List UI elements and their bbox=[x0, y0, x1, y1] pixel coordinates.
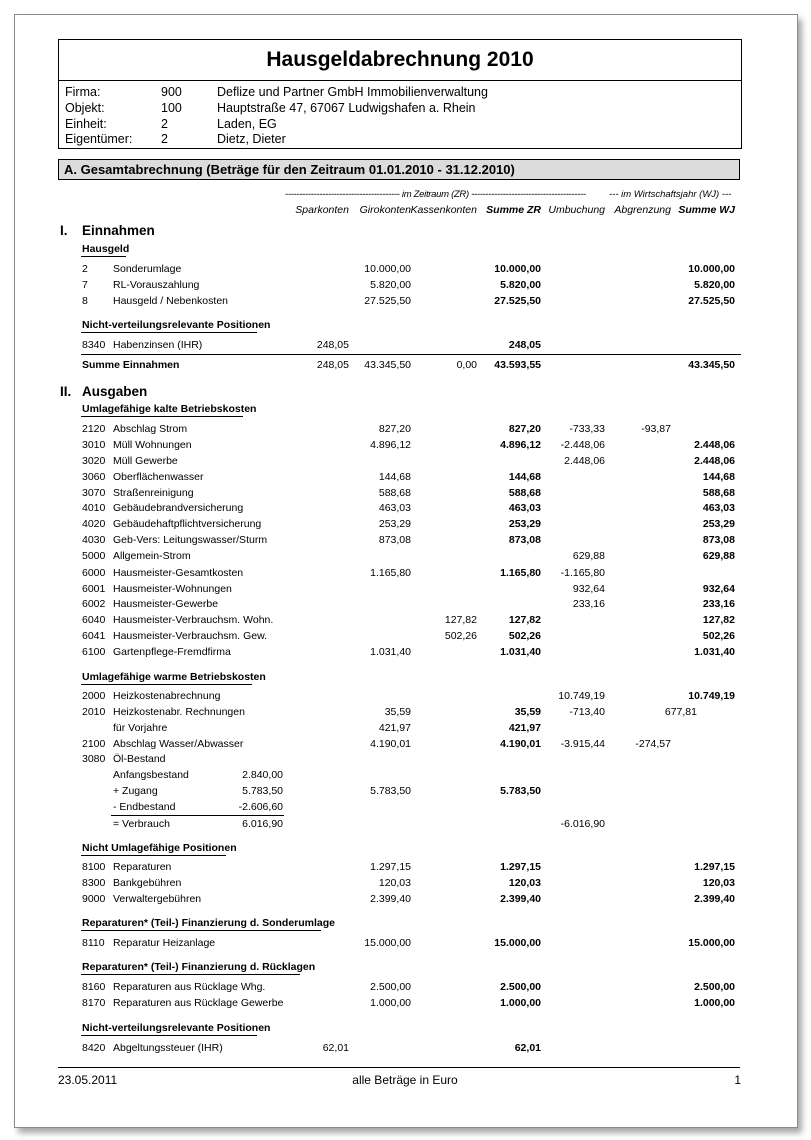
row-umbuchung: 233,16 bbox=[572, 598, 605, 610]
row-label: Reparaturen bbox=[113, 861, 172, 873]
document-title: Hausgeldabrechnung 2010 bbox=[266, 48, 534, 71]
row-summe-zr: 873,08 bbox=[508, 534, 541, 546]
row-girokonten: 873,08 bbox=[378, 534, 411, 546]
group-underline bbox=[81, 256, 126, 257]
wj-caption: --- im Wirtschaftsjahr (WJ) --- bbox=[609, 189, 732, 200]
row-summe-wj: 10.749,19 bbox=[688, 690, 735, 702]
col-girokonten: Girokonten bbox=[359, 204, 411, 216]
info-value-einheit: Laden, EG bbox=[217, 117, 277, 131]
info-label-einheit: Einheit: bbox=[65, 117, 107, 131]
row-girokonten: 588,68 bbox=[378, 487, 411, 499]
row-summe-zr: 248,05 bbox=[508, 339, 541, 351]
row-summe-zr: 15.000,00 bbox=[494, 937, 541, 949]
row-account: 6100 bbox=[82, 646, 106, 658]
row-summe-wj: 127,82 bbox=[702, 614, 735, 626]
row-summe-zr: 1.000,00 bbox=[500, 997, 541, 1009]
row-abgrenzung: -274,57 bbox=[635, 738, 671, 750]
row-account: 8300 bbox=[82, 877, 106, 889]
row-summe-wj: 233,16 bbox=[702, 598, 735, 610]
row-account: 6040 bbox=[82, 614, 106, 626]
row-account: 5000 bbox=[82, 550, 106, 562]
header-separator bbox=[59, 80, 741, 81]
row-account: 8110 bbox=[82, 937, 105, 949]
group-underline bbox=[81, 416, 243, 417]
row-summe-zr: 588,68 bbox=[508, 487, 541, 499]
footer-separator bbox=[58, 1067, 740, 1068]
row-label: Hausmeister-Verbrauchsm. Wohn. bbox=[113, 614, 274, 626]
row-girokonten: 421,97 bbox=[378, 722, 411, 734]
row-label: Hausmeister-Gewerbe bbox=[113, 598, 219, 610]
row-account: 8160 bbox=[82, 981, 106, 993]
oel-value: -2.606,60 bbox=[238, 801, 283, 813]
row-label: Sonderumlage bbox=[113, 263, 182, 275]
row-summe-zr: 502,26 bbox=[508, 630, 541, 642]
row-account: 4010 bbox=[82, 502, 106, 514]
group-heading-rep-ruecklagen: Reparaturen* (Teil-) Finanzierung d. Rücklagen bbox=[82, 961, 316, 973]
row-girokonten: 5.783,50 bbox=[370, 785, 411, 797]
total-label: Summe Einnahmen bbox=[82, 359, 180, 371]
row-label: Straßenreinigung bbox=[113, 487, 194, 499]
row-summe-zr: 144,68 bbox=[508, 471, 541, 483]
row-label: Verwaltergebühren bbox=[113, 893, 202, 905]
row-summe-wj: 253,29 bbox=[702, 518, 735, 530]
row-account: 3080 bbox=[82, 753, 106, 765]
header-box bbox=[58, 39, 742, 149]
row-account: 7 bbox=[82, 279, 88, 291]
row-girokonten: 15.000,00 bbox=[364, 937, 411, 949]
row-summe-wj: 27.525,50 bbox=[688, 295, 735, 307]
row-girokonten: 1.000,00 bbox=[370, 997, 411, 1009]
einnahmen-heading: Einnahmen bbox=[82, 223, 155, 238]
total-summe-zr: 43.593,55 bbox=[494, 359, 541, 371]
row-summe-wj: 629,88 bbox=[702, 550, 735, 562]
row-girokonten: 2.399,40 bbox=[370, 893, 411, 905]
footer-page-number: 1 bbox=[734, 1073, 741, 1087]
row-label: Öl-Bestand bbox=[113, 753, 166, 765]
row-abgrenzung: 677,81 bbox=[664, 706, 697, 718]
ausgaben-heading: Ausgaben bbox=[82, 384, 148, 399]
row-umbuchung: 10.749,19 bbox=[558, 690, 605, 702]
group-heading-kalt: Umlagefähige kalte Betriebskosten bbox=[82, 403, 257, 415]
row-label: Abschlag Strom bbox=[113, 423, 188, 435]
row-girokonten: 1.031,40 bbox=[370, 646, 411, 658]
row-label: Heizkostenabr. Rechnungen bbox=[113, 706, 245, 718]
row-summe-wj: 120,03 bbox=[702, 877, 735, 889]
row-account: 9000 bbox=[82, 893, 106, 905]
row-summe-zr: 253,29 bbox=[508, 518, 541, 530]
row-umbuchung: -6.016,90 bbox=[560, 818, 605, 830]
info-value-eigentuemer: Dietz, Dieter bbox=[217, 132, 286, 146]
row-label: Bankgebühren bbox=[113, 877, 182, 889]
row-girokonten: 35,59 bbox=[384, 706, 411, 718]
row-summe-wj: 1.297,15 bbox=[694, 861, 735, 873]
row-label: Hausmeister-Verbrauchsm. Gew. bbox=[113, 630, 268, 642]
row-girokonten: 827,20 bbox=[378, 423, 411, 435]
oel-separator bbox=[111, 815, 284, 816]
row-label: Müll Gewerbe bbox=[113, 455, 178, 467]
row-umbuchung: -733,33 bbox=[569, 423, 605, 435]
group-underline bbox=[81, 332, 257, 333]
info-num-eigentuemer: 2 bbox=[161, 132, 168, 146]
ausgaben-number: II. bbox=[60, 384, 72, 399]
info-value-objekt: Hauptstraße 47, 67067 Ludwigshafen a. Rhein bbox=[217, 101, 476, 115]
row-summe-wj: 15.000,00 bbox=[688, 937, 735, 949]
row-summe-wj: 2.448,06 bbox=[694, 439, 735, 451]
row-summe-wj: 5.820,00 bbox=[694, 279, 735, 291]
oel-value: 2.840,00 bbox=[242, 769, 283, 781]
group-underline bbox=[81, 930, 321, 931]
einnahmen-number: I. bbox=[60, 223, 68, 238]
row-label: Gebäudebrandversicherung bbox=[113, 502, 244, 514]
row-summe-zr: 4.896,12 bbox=[500, 439, 541, 451]
row-umbuchung: -1.165,80 bbox=[560, 567, 605, 579]
col-sparkonten: Sparkonten bbox=[295, 204, 349, 216]
row-girokonten: 120,03 bbox=[378, 877, 411, 889]
row-account: 3020 bbox=[82, 455, 106, 467]
row-account: 4030 bbox=[82, 534, 106, 546]
row-girokonten: 1.165,80 bbox=[370, 567, 411, 579]
row-account: 4020 bbox=[82, 518, 106, 530]
row-girokonten: 5.820,00 bbox=[370, 279, 411, 291]
row-label: RL-Vorauszahlung bbox=[113, 279, 200, 291]
row-summe-zr: 5.783,50 bbox=[500, 785, 541, 797]
total-girokonten: 43.345,50 bbox=[364, 359, 411, 371]
row-label: Reparatur Heizanlage bbox=[113, 937, 216, 949]
row-label: für Vorjahre bbox=[113, 722, 168, 734]
row-summe-wj: 1.000,00 bbox=[694, 997, 735, 1009]
row-summe-wj: 144,68 bbox=[702, 471, 735, 483]
row-account: 6000 bbox=[82, 567, 106, 579]
row-label: Reparaturen aus Rücklage Gewerbe bbox=[113, 997, 284, 1009]
group-heading-nicht-verteilungsrelevant: Nicht-verteilungsrelevante Positionen bbox=[82, 319, 271, 331]
row-summe-wj: 2.500,00 bbox=[694, 981, 735, 993]
oel-label: - Endbestand bbox=[113, 801, 176, 813]
group-heading-hausgeld: Hausgeld bbox=[82, 243, 130, 255]
info-num-objekt: 100 bbox=[161, 101, 182, 115]
row-girokonten: 4.896,12 bbox=[370, 439, 411, 451]
row-girokonten: 10.000,00 bbox=[364, 263, 411, 275]
oel-label: = Verbrauch bbox=[113, 818, 170, 830]
total-separator bbox=[81, 354, 741, 355]
row-account: 3060 bbox=[82, 471, 106, 483]
group-heading-rep-sonderumlage: Reparaturen* (Teil-) Finanzierung d. Sonderumlage bbox=[82, 917, 335, 929]
row-summe-wj: 10.000,00 bbox=[688, 263, 735, 275]
row-umbuchung: -2.448,06 bbox=[560, 439, 605, 451]
info-label-eigentuemer: Eigentümer: bbox=[65, 132, 133, 146]
info-value-firma: Deflize und Partner GmbH Immobilienverwaltung bbox=[217, 85, 488, 99]
group-underline bbox=[81, 855, 226, 856]
row-summe-zr: 5.820,00 bbox=[500, 279, 541, 291]
row-label: Müll Wohnungen bbox=[113, 439, 192, 451]
row-umbuchung: 2.448,06 bbox=[564, 455, 605, 467]
row-summe-wj: 502,26 bbox=[702, 630, 735, 642]
row-sparkonten: 62,01 bbox=[322, 1042, 349, 1054]
info-num-einheit: 2 bbox=[161, 117, 168, 131]
row-summe-zr: 27.525,50 bbox=[494, 295, 541, 307]
row-label: Reparaturen aus Rücklage Whg. bbox=[113, 981, 266, 993]
row-kassenkonten: 127,82 bbox=[444, 614, 477, 626]
row-label: Gartenpflege-Fremdfirma bbox=[113, 646, 231, 658]
col-abgrenzung: Abgrenzung bbox=[614, 204, 671, 216]
row-girokonten: 27.525,50 bbox=[364, 295, 411, 307]
row-summe-wj: 2.399,40 bbox=[694, 893, 735, 905]
row-umbuchung: -713,40 bbox=[569, 706, 605, 718]
row-abgrenzung: -93,87 bbox=[641, 423, 671, 435]
row-summe-wj: 2.448,06 bbox=[694, 455, 735, 467]
row-summe-zr: 2.399,40 bbox=[500, 893, 541, 905]
row-account: 8 bbox=[82, 295, 88, 307]
row-summe-zr: 120,03 bbox=[508, 877, 541, 889]
row-summe-zr: 2.500,00 bbox=[500, 981, 541, 993]
info-num-firma: 900 bbox=[161, 85, 182, 99]
row-label: Allgemein-Strom bbox=[113, 550, 191, 562]
group-underline bbox=[81, 684, 252, 685]
row-kassenkonten: 502,26 bbox=[444, 630, 477, 642]
col-kassenkonten: Kassenkonten bbox=[410, 204, 477, 216]
row-account: 8340 bbox=[82, 339, 106, 351]
total-sparkonten: 248,05 bbox=[316, 359, 349, 371]
row-account: 8100 bbox=[82, 861, 106, 873]
group-heading-nicht-umlagefaehig: Nicht Umlagefähige Positionen bbox=[82, 842, 237, 854]
row-girokonten: 144,68 bbox=[378, 471, 411, 483]
row-label: Habenzinsen (IHR) bbox=[113, 339, 203, 351]
row-summe-zr: 827,20 bbox=[508, 423, 541, 435]
col-umbuchung: Umbuchung bbox=[548, 204, 605, 216]
row-label: Geb-Vers: Leitungswasser/Sturm bbox=[113, 534, 268, 546]
row-girokonten: 1.297,15 bbox=[370, 861, 411, 873]
row-girokonten: 253,29 bbox=[378, 518, 411, 530]
row-girokonten: 463,03 bbox=[378, 502, 411, 514]
row-summe-wj: 588,68 bbox=[702, 487, 735, 499]
footer-date: 23.05.2011 bbox=[58, 1073, 118, 1087]
row-summe-wj: 932,64 bbox=[702, 583, 735, 595]
footer-note: alle Beträge in Euro bbox=[352, 1073, 458, 1087]
row-umbuchung: -3.915,44 bbox=[560, 738, 605, 750]
section-header bbox=[58, 159, 740, 180]
row-summe-wj: 1.031,40 bbox=[694, 646, 735, 658]
total-summe-wj: 43.345,50 bbox=[688, 359, 735, 371]
row-account: 2010 bbox=[82, 706, 106, 718]
row-summe-wj: 463,03 bbox=[702, 502, 735, 514]
info-label-firma: Firma: bbox=[65, 85, 101, 99]
oel-value: 5.783,50 bbox=[242, 785, 283, 797]
row-account: 6002 bbox=[82, 598, 106, 610]
row-label: Hausmeister-Wohnungen bbox=[113, 583, 232, 595]
row-summe-zr: 421,97 bbox=[508, 722, 541, 734]
document-page bbox=[14, 14, 798, 1128]
row-girokonten: 2.500,00 bbox=[370, 981, 411, 993]
group-underline bbox=[81, 974, 300, 975]
group-heading-warm: Umlagefähige warme Betriebskosten bbox=[82, 671, 266, 683]
row-summe-zr: 10.000,00 bbox=[494, 263, 541, 275]
info-label-objekt: Objekt: bbox=[65, 101, 105, 115]
col-summe-wj: Summe WJ bbox=[678, 204, 735, 216]
row-label: Gebäudehaftpflichtversicherung bbox=[113, 518, 262, 530]
row-account: 6041 bbox=[82, 630, 106, 642]
row-label: Heizkostenabrechnung bbox=[113, 690, 221, 702]
row-account: 2000 bbox=[82, 690, 106, 702]
row-account: 2120 bbox=[82, 423, 106, 435]
oel-label: Anfangsbestand bbox=[113, 769, 189, 781]
oel-value: 6.016,90 bbox=[242, 818, 283, 830]
row-summe-zr: 1.165,80 bbox=[500, 567, 541, 579]
row-label: Abgeltungssteuer (IHR) bbox=[113, 1042, 223, 1054]
row-account: 2100 bbox=[82, 738, 106, 750]
section-title: A. Gesamtabrechnung (Beträge für den Zeitraum 01.01.2010 - 31.12.2010) bbox=[64, 162, 515, 177]
row-account: 3070 bbox=[82, 487, 106, 499]
total-kassenkonten: 0,00 bbox=[456, 359, 477, 371]
row-account: 8170 bbox=[82, 997, 106, 1009]
oel-label: + Zugang bbox=[113, 785, 158, 797]
row-label: Oberflächenwasser bbox=[113, 471, 204, 483]
row-summe-zr: 35,59 bbox=[514, 706, 541, 718]
group-heading-nicht-verteilungsrelevant-ausgaben: Nicht-verteilungsrelevante Positionen bbox=[82, 1022, 271, 1034]
row-summe-zr: 4.190,01 bbox=[500, 738, 541, 750]
row-umbuchung: 629,88 bbox=[572, 550, 605, 562]
row-umbuchung: 932,64 bbox=[572, 583, 605, 595]
col-summe-zr: Summe ZR bbox=[486, 204, 541, 216]
row-account: 2 bbox=[82, 263, 88, 275]
row-label: Hausgeld / Nebenkosten bbox=[113, 295, 228, 307]
row-account: 6001 bbox=[82, 583, 106, 595]
row-label: Abschlag Wasser/Abwasser bbox=[113, 738, 244, 750]
row-summe-zr: 463,03 bbox=[508, 502, 541, 514]
row-summe-wj: 873,08 bbox=[702, 534, 735, 546]
row-summe-zr: 1.297,15 bbox=[500, 861, 541, 873]
row-account: 8420 bbox=[82, 1042, 106, 1054]
row-summe-zr: 127,82 bbox=[508, 614, 541, 626]
zr-caption: ---------------------------------------- im Zeitraum (ZR) ---------------------------------------- bbox=[285, 189, 586, 200]
row-sparkonten: 248,05 bbox=[316, 339, 349, 351]
row-account: 3010 bbox=[82, 439, 106, 451]
row-label: Hausmeister-Gesamtkosten bbox=[113, 567, 244, 579]
row-summe-zr: 1.031,40 bbox=[500, 646, 541, 658]
row-summe-zr: 62,01 bbox=[514, 1042, 541, 1054]
row-girokonten: 4.190,01 bbox=[370, 738, 411, 750]
group-underline bbox=[81, 1035, 257, 1036]
